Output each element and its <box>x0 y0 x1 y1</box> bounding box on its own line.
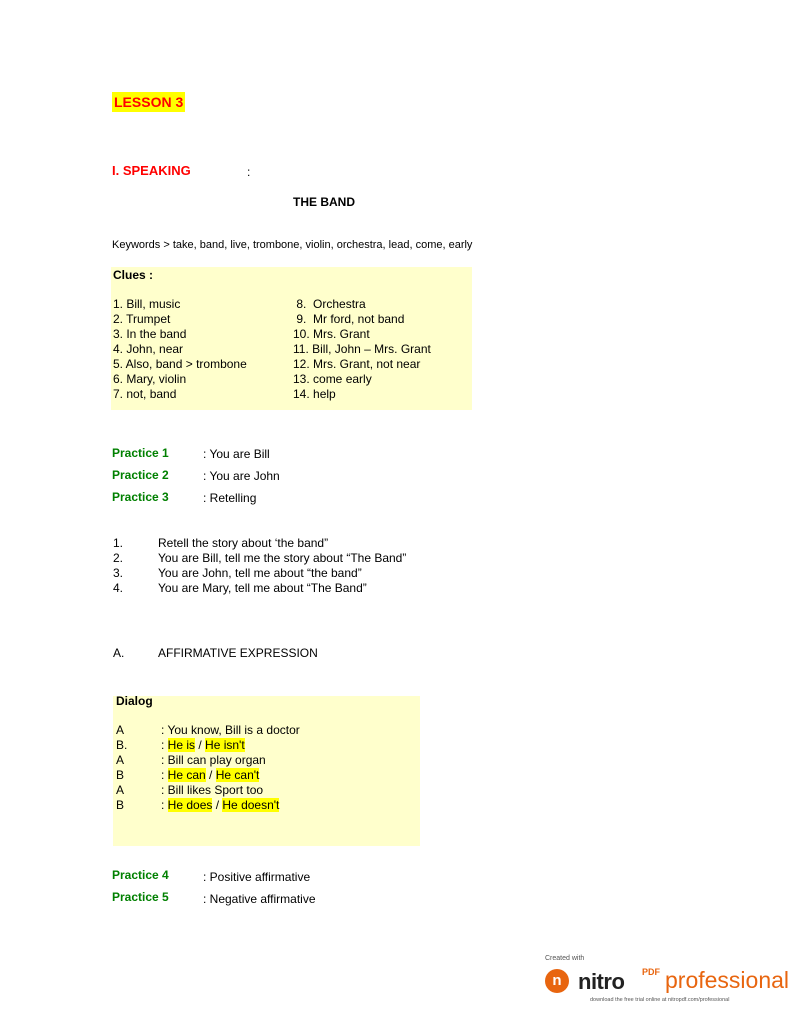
dialog-title: Dialog <box>116 694 153 708</box>
affirmative-expression-heading: AFFIRMATIVE EXPRESSION <box>158 646 318 660</box>
clue-item: 11. Bill, John – Mrs. Grant <box>293 342 431 356</box>
clue-item: 2. Trumpet <box>113 312 171 326</box>
list-text: You are Bill, tell me the story about “The Band” <box>158 551 407 565</box>
list-text: Retell the story about ‘the band” <box>158 536 329 550</box>
retell-list <box>113 536 406 596</box>
dialog-speaker: A <box>116 723 125 737</box>
nitro-professional: professional <box>665 967 789 993</box>
list-item <box>113 581 406 596</box>
keywords-line: Keywords > take, band, live, trombone, violin, orchestra, lead, come, early <box>112 239 473 251</box>
clue-item: 4. John, near <box>113 342 184 356</box>
list-number: 4. <box>113 581 124 595</box>
dialog-text: : <box>161 798 168 812</box>
list-number: 1. <box>113 536 124 550</box>
clues-left-column <box>113 297 247 402</box>
clue-item: 14. help <box>293 387 336 401</box>
clue-item: 1. Bill, music <box>113 297 181 311</box>
list-text: You are Mary, tell me about “The Band” <box>158 581 367 595</box>
dialog-line <box>116 783 300 798</box>
practice-3-text: : Retelling <box>203 491 257 505</box>
dialog-line <box>116 723 300 738</box>
list-text: You are John, tell me about “the band” <box>158 566 362 580</box>
clue-item: 7. not, band <box>113 387 177 401</box>
dialog-line <box>116 768 300 783</box>
practice-4-text: : Positive affirmative <box>203 870 311 884</box>
dialog-line <box>116 753 300 768</box>
list-number: 3. <box>113 566 124 580</box>
clues-title: Clues : <box>113 268 154 282</box>
dialog-lines <box>116 723 300 813</box>
dialog-line <box>116 738 300 753</box>
created-with-text: Created with <box>545 955 585 962</box>
practice-1-text: : You are Bill <box>203 447 270 461</box>
nitro-logo-letter-icon: n <box>552 972 562 989</box>
nitro-download-link[interactable]: download the free trial online at nitropdf.com/professional <box>590 997 730 1003</box>
clues-right-column <box>293 297 431 402</box>
section-a-letter: A. <box>113 646 125 660</box>
dialog-speaker: A <box>116 783 125 797</box>
highlighted-answer: He doesn't <box>222 798 280 812</box>
dialog-separator: / <box>205 768 216 782</box>
highlighted-answer: He can't <box>215 768 260 782</box>
dialog-speaker: A <box>116 753 125 767</box>
highlighted-answer: He does <box>167 798 213 812</box>
clue-item: 12. Mrs. Grant, not near <box>293 357 421 371</box>
section-speaking-heading: I. SPEAKING <box>112 163 191 178</box>
dialog-line <box>116 798 300 813</box>
practice-2-label: Practice 2 <box>112 468 169 482</box>
practice-5-label: Practice 5 <box>112 890 169 904</box>
practice-1-label: Practice 1 <box>112 446 169 460</box>
list-item <box>113 566 406 581</box>
dialog-separator: / <box>195 738 206 752</box>
nitro-watermark[interactable] <box>545 955 789 1010</box>
practice-4-label: Practice 4 <box>112 868 169 882</box>
dialog-text: : <box>161 738 168 752</box>
list-item <box>113 536 406 551</box>
lesson-title: LESSON 3 <box>114 94 184 110</box>
practice-5-text: : Negative affirmative <box>203 892 316 906</box>
list-number: 2. <box>113 551 124 565</box>
clue-item: 6. Mary, violin <box>113 372 187 386</box>
clue-item: 3. In the band <box>113 327 187 341</box>
list-item <box>113 551 406 566</box>
practice-3-label: Practice 3 <box>112 490 169 504</box>
nitro-pdf-mark: PDF <box>642 967 660 977</box>
dialog-text: : Bill likes Sport too <box>161 783 264 797</box>
clue-item: 5. Also, band > trombone <box>113 357 247 371</box>
story-title: THE BAND <box>293 195 355 209</box>
clue-item: 8. Orchestra <box>293 297 366 311</box>
section-colon: : <box>247 165 251 179</box>
clue-item: 10. Mrs. Grant <box>293 327 370 341</box>
dialog-speaker: B. <box>116 738 128 752</box>
dialog-text: : Bill can play organ <box>161 753 266 767</box>
dialog-speaker: B <box>116 768 125 782</box>
practice-2-text: : You are John <box>203 469 280 483</box>
clue-item: 9. Mr ford, not band <box>293 312 405 326</box>
highlighted-answer: He can <box>167 768 206 782</box>
dialog-text: : You know, Bill is a doctor <box>161 723 300 737</box>
dialog-speaker: B <box>116 798 125 812</box>
nitro-brand: nitro <box>578 969 625 994</box>
highlighted-answer: He isn't <box>205 738 245 752</box>
dialog-separator: / <box>212 798 223 812</box>
dialog-text: : <box>161 768 168 782</box>
highlighted-answer: He is <box>167 738 196 752</box>
clue-item: 13. come early <box>293 372 372 386</box>
